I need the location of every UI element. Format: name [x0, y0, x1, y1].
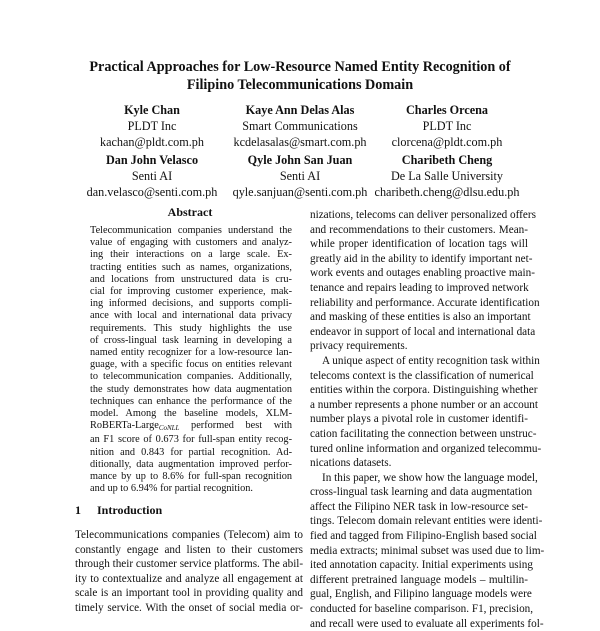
body-line: work events and outages enabling proactive main- [310, 267, 535, 280]
body-line: greatly aid in the ability to identify important net- [310, 252, 533, 265]
intro-line: timely service. With the onset of social media or- [75, 601, 303, 614]
intro-line: scale is an important tool in providing quality and [75, 587, 303, 600]
body-line: cross-lingual task learning and data augmentation [310, 486, 533, 499]
abstract-line: model. Among the baseline models, XLM- [90, 408, 292, 420]
author-email: kachan@pldt.com.ph [100, 135, 204, 149]
author-email: clorcena@pldt.com.ph [391, 135, 503, 149]
body-line: number plays a pivotal role in customer identifi- [310, 413, 528, 426]
abstract-heading: Abstract [167, 205, 213, 219]
title-line-2: Filipino Telecommunications Domain [186, 77, 414, 93]
abstract-body [90, 225, 292, 495]
body-line: gual, English, and Filipino language models were [310, 588, 532, 601]
author-name: Kyle Chan [124, 103, 180, 117]
section-number: 1 [75, 503, 81, 517]
abstract-line: value of engaging with customers and analyz- [90, 237, 292, 249]
intro-line: Telecommunications companies (Telecom) aim to [75, 529, 303, 541]
body-line: while proper identification of location tags will [310, 238, 528, 251]
abstract-line: nition and 0.843 for partial recognition. Ad- [90, 446, 292, 458]
body-line: media extracts; minimal subset was used due to lim- [310, 544, 545, 557]
abstract-line: tracting entities such as names, organizations, [90, 261, 292, 273]
abstract-line: cial for improving customer experience, mak- [90, 286, 292, 298]
intro-line: through their customer service platforms. The abil- [75, 558, 304, 571]
body-line: reliability and performance. Accurate identification [310, 296, 540, 309]
body-line: privacy requirements. [310, 340, 408, 353]
body-line: tured online information and organized telecommu- [310, 442, 542, 455]
abstract-line: mance by up to 8.6% for full-span recognition [90, 471, 292, 483]
abstract-line: the study demonstrates how data augmentation [90, 383, 292, 395]
body-line: tenance and repairs leading to improved network [310, 281, 529, 294]
body-line: a number represents a phone number or an account [310, 398, 539, 411]
model-result: performed best with [179, 420, 292, 432]
body-line: different pretrained language models – multilin- [310, 573, 528, 586]
author-name: Charles Orcena [405, 103, 489, 117]
body-line: conducted for baseline comparison. F1, precision, [310, 603, 534, 616]
author-email: qyle.sanjuan@senti.com.ph [232, 185, 368, 199]
abstract-line: Telecommunication companies understand the [90, 225, 292, 236]
body-line: telecoms context is the classification of numerical [310, 369, 534, 382]
author-email: kcdelasalas@smart.com.ph [233, 135, 367, 149]
right-column-text [310, 208, 545, 631]
body-line: and recall were used to evaluate all experiments fol- [310, 617, 544, 630]
abstract-line: to telecommunication companies. Additionally, [90, 371, 292, 383]
author-affiliation: Senti AI [131, 169, 173, 183]
body-line: entities within the corpora. Distinguishing whether [310, 384, 538, 397]
section-title: Introduction [97, 503, 163, 517]
abstract-line: and locations from unstructured data is cru- [90, 273, 292, 285]
model-name: RoBERTa-Large [90, 420, 159, 432]
author-name: Charibeth Cheng [401, 153, 493, 167]
body-line: ited annotation capacity. Initial experiments using [310, 559, 533, 572]
abstract-line-model [90, 420, 292, 434]
author-email: charibeth.cheng@dlsu.edu.ph [374, 185, 520, 199]
abstract-line: requirements. This study highlights the use [90, 322, 292, 334]
body-line: cation facilitating the connection between unstruc- [310, 427, 537, 440]
body-line: fied and tagged from Filipino-English based social [310, 530, 537, 543]
body-line: tings. Telecom domain relevant entities were identi- [310, 515, 543, 528]
abstract-line: ing informed decisions, and supports compli- [90, 298, 292, 310]
abstract-line: guage, with a specific focus on entities relevant [90, 359, 292, 371]
abstract-line: and up to 6.94% for partial recognition. [90, 483, 253, 495]
author-affiliation: Senti AI [279, 169, 321, 183]
author-affiliation: PLDT Inc [127, 119, 177, 133]
abstract-line: techniques can enhance the performance of the [90, 395, 292, 407]
model-subscript: CoNLL [158, 424, 180, 433]
abstract-line: named entity recognizer for a low-resource lan- [90, 347, 292, 359]
body-line: nications datasets. [310, 457, 392, 470]
abstract-line: ing their interactions on a large scale. Ex- [90, 249, 292, 261]
body-line: nizations, telecoms can deliver personalized offers [310, 209, 536, 221]
author-name: Kaye Ann Delas Alas [245, 103, 355, 117]
body-line: and recommendations to their customers. Mean- [310, 223, 528, 236]
author-block [352, 102, 542, 150]
paper-title [40, 58, 560, 94]
intro-paragraph [75, 528, 303, 616]
abstract-line: ance with local and international data privacy [90, 310, 292, 322]
body-line: In this paper, we show how the language model, [322, 471, 538, 484]
author-affiliation: PLDT Inc [422, 119, 472, 133]
intro-line: constantly engage and listen to their customers [75, 543, 303, 556]
author-name: Qyle John San Juan [247, 153, 353, 167]
body-line: and masking of these entities is also an important [310, 311, 531, 324]
section-heading [75, 503, 162, 518]
abstract-line: an F1 score of 0.673 for full-span entity recog- [90, 434, 292, 446]
abstract-line: ditionally, data augmentation improved perfor- [90, 458, 292, 470]
author-name: Dan John Velasco [105, 153, 199, 167]
body-line: affect the Filipino NER task in low-resource set- [310, 500, 528, 513]
author-email: dan.velasco@senti.com.ph [86, 185, 218, 199]
title-line-1: Practical Approaches for Low-Resource Named Entity Recognition of [89, 59, 511, 75]
intro-line: ity to contextualize and analyze all engagement at [75, 572, 303, 585]
author-affiliation: De La Salle University [390, 169, 504, 183]
author-affiliation: Smart Communications [242, 119, 358, 133]
body-line: endeavor in support of local and international data [310, 325, 536, 338]
author-block [352, 152, 542, 200]
abstract-line: of cross-lingual task learning in developing a [90, 334, 292, 346]
body-line: A unique aspect of entity recognition task within [322, 354, 540, 367]
